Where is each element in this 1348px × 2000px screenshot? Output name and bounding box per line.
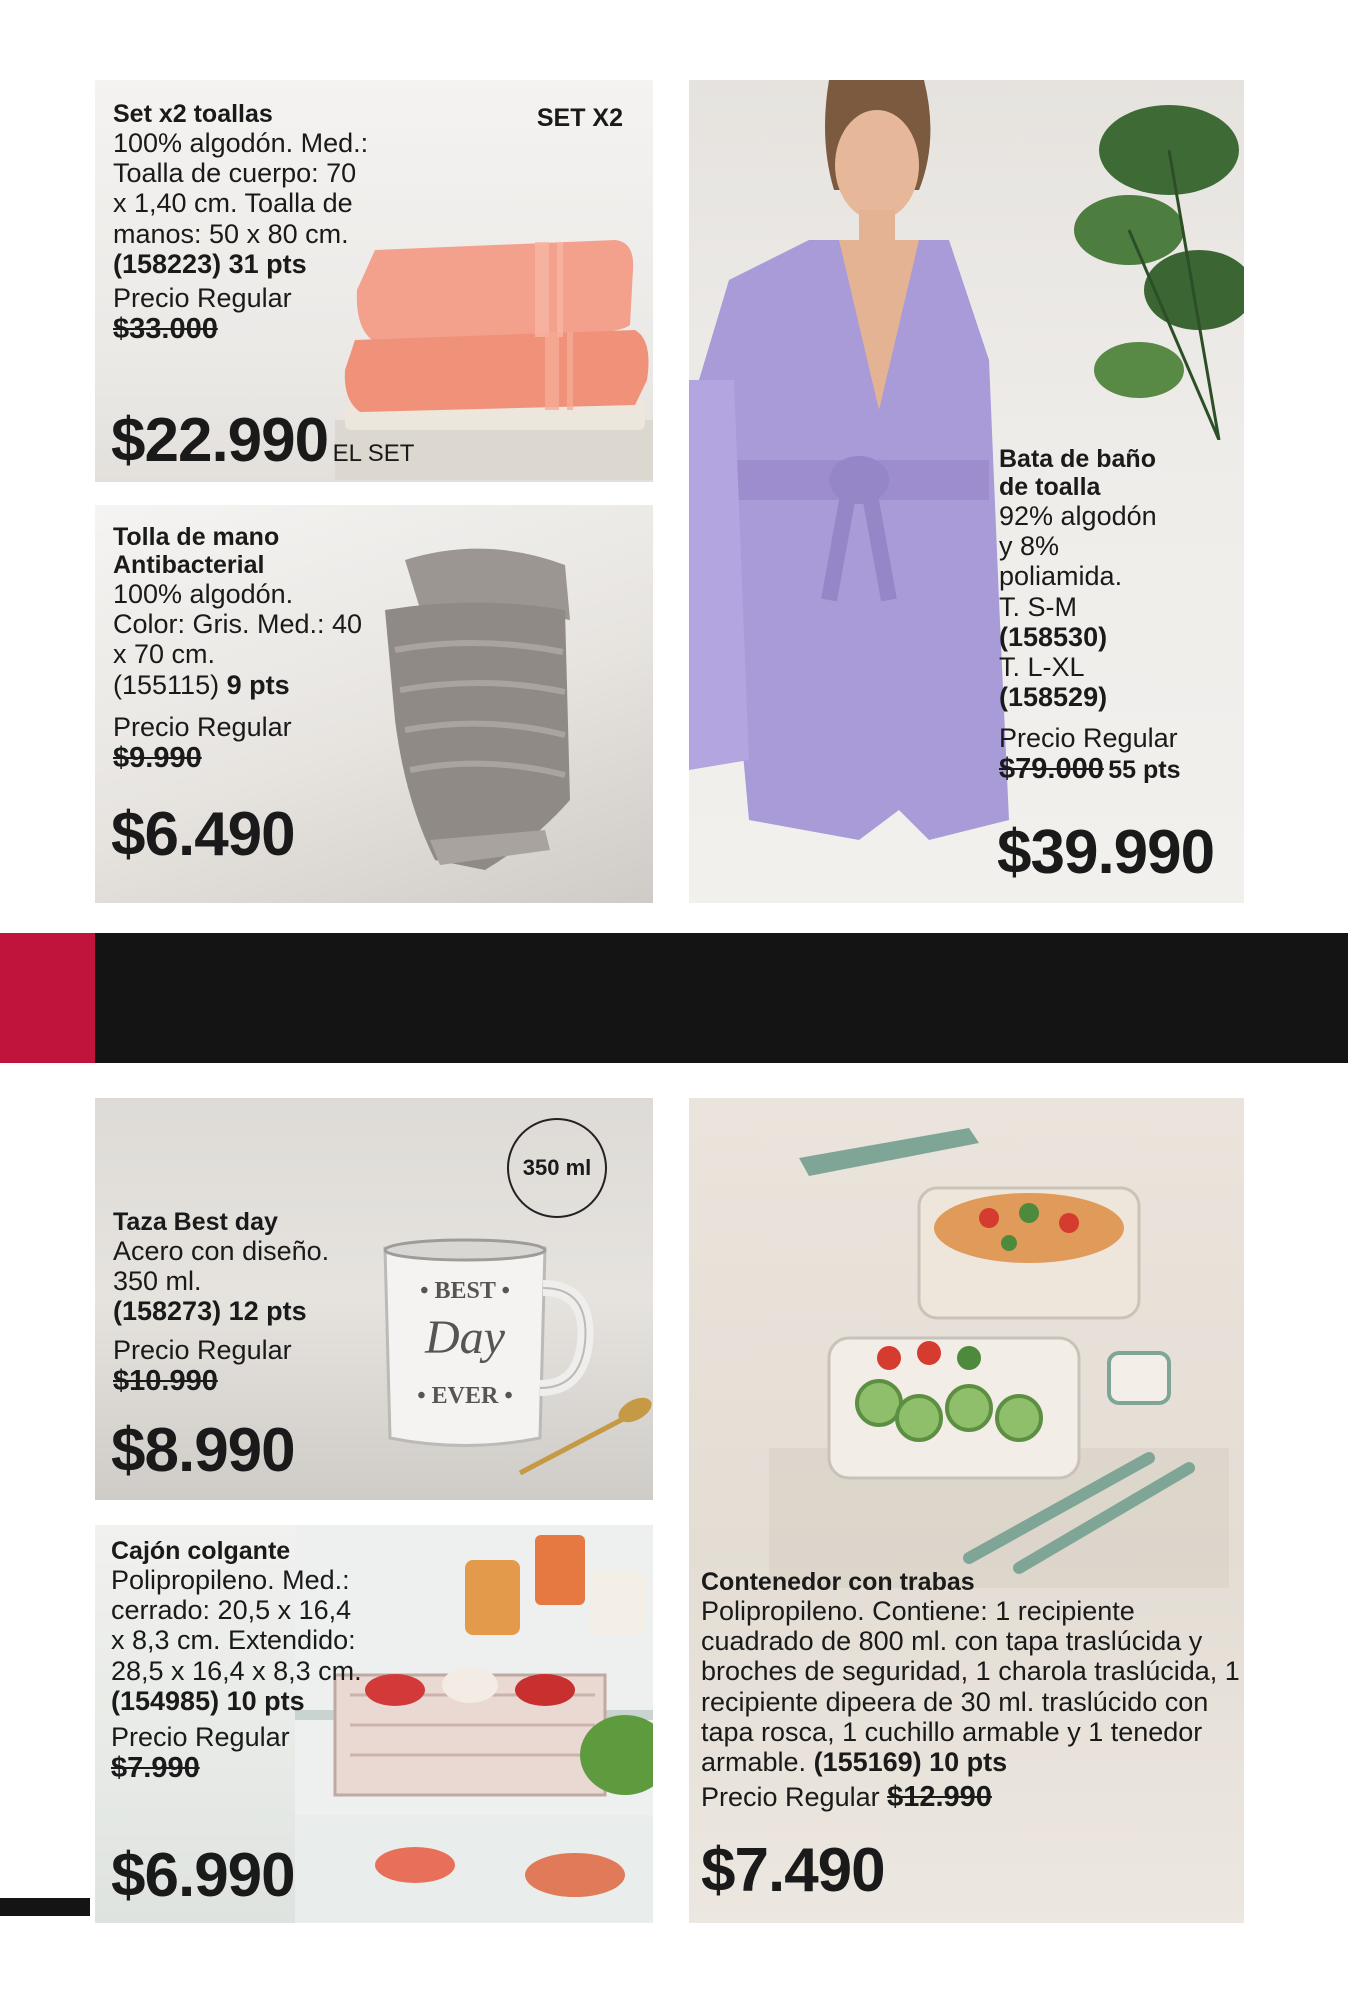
container-old-price: $12.990 — [887, 1781, 992, 1814]
bathrobe-desc-2: y 8% — [999, 531, 1060, 562]
towels-card[interactable] — [95, 80, 653, 482]
container-card[interactable] — [689, 1098, 1244, 1923]
drawer-desc: Polipropileno. Med.: cerrado: 20,5 x 16,4 x 8,3 cm. Extendido: 28,5 x 16,4 x 8,3 cm. — [111, 1565, 362, 1686]
mug-code-pts: (158273) 12 pts — [113, 1296, 307, 1327]
mug-title: Taza Best day — [113, 1208, 278, 1236]
plant-illustration — [1019, 80, 1244, 440]
mug-desc: Acero con diseño. 350 ml. — [113, 1236, 330, 1297]
bathrobe-regular-label: Precio Regular — [999, 722, 1178, 753]
mug-capacity-badge — [507, 1118, 607, 1218]
towels-code-pts: (158223) 31 pts — [113, 248, 307, 279]
bathrobe-price: $39.990 — [997, 818, 1215, 887]
drawer-title: Cajón colgante — [111, 1537, 291, 1565]
spoon-illustration — [515, 1388, 653, 1478]
bathrobe-desc-1: 92% algodón — [999, 501, 1157, 531]
mug-text-day: Day — [425, 1311, 505, 1364]
towels-badge: SET X2 — [536, 104, 623, 132]
bathrobe-old-price: $79.000 — [999, 752, 1104, 785]
drawer-code-pts: (154985) 10 pts — [111, 1685, 305, 1716]
bathrobe-code-1: (158530) — [999, 621, 1108, 652]
mug-price: $8.990 — [111, 1416, 295, 1485]
drawer-card[interactable] — [95, 1525, 653, 1923]
mug-regular-label: Precio Regular — [113, 1334, 292, 1365]
hand-towel-old-price: $9.990 — [113, 742, 202, 775]
container-illustration — [769, 1118, 1229, 1588]
bathrobe-card[interactable] — [689, 80, 1244, 903]
towels-regular-label: Precio Regular — [113, 283, 292, 314]
section-banner-accent — [0, 933, 95, 1063]
mug-text-ever: • EVER • — [417, 1383, 513, 1409]
section-banner — [0, 933, 1348, 1063]
hand-towel-price: $6.490 — [111, 800, 295, 869]
mug-badge-text: 350 ml — [522, 1155, 592, 1180]
drawer-old-price: $7.990 — [111, 1752, 200, 1785]
towels-desc: 100% algodón. Med.: Toalla de cuerpo: 70 x 1,40 cm. Toalla de manos: 50 x 80 cm. — [113, 128, 369, 249]
bathrobe-illustration — [689, 80, 1009, 903]
container-title: Contenedor con trabas — [701, 1568, 975, 1596]
hand-towel-title-2: Antibacterial — [113, 551, 265, 579]
page-corner-bar — [0, 1898, 90, 1916]
container-desc: Polipropileno. Contiene: 1 recipiente cuadrado de 800 ml. con tapa traslúcida y broches de seguridad, 1 charola traslúcida, 1 recipiente dipeera de 30 ml. traslúcido con tapa rosca, 1 cuchillo armable y 1 tenedor armable. — [701, 1596, 1240, 1778]
mug-card[interactable] — [95, 1098, 653, 1500]
towels-unit: EL SET — [332, 440, 415, 467]
bathrobe-title-1: Bata de baño — [999, 445, 1156, 473]
hand-towel-pts: 9 pts — [226, 669, 290, 700]
hand-towel-desc: 100% algodón. Color: Gris. Med.: 40 x 70 cm. — [113, 579, 363, 670]
hand-towel-title-1: Tolla de mano — [113, 523, 280, 551]
bathrobe-title-2: de toalla — [999, 473, 1101, 501]
towels-price: $22.990 — [111, 406, 329, 475]
hand-towel-card[interactable] — [95, 505, 653, 903]
towels-title: Set x2 toallas — [113, 100, 273, 128]
container-price: $7.490 — [701, 1836, 885, 1905]
bathrobe-size-2: T. L-XL — [999, 652, 1085, 683]
drawer-price: $6.990 — [111, 1841, 295, 1910]
container-regular-label: Precio Regular — [701, 1782, 880, 1813]
drawer-regular-label: Precio Regular — [111, 1722, 290, 1753]
hand-towel-illustration — [365, 540, 595, 870]
hand-towel-code: (155115) — [113, 669, 220, 700]
bathrobe-desc-3: poliamida. — [999, 561, 1123, 592]
container-code-pts: (155169) 10 pts — [813, 1747, 1008, 1778]
bathrobe-size-1: T. S-M — [999, 591, 1077, 622]
mug-text-best: • BEST • — [420, 1278, 510, 1304]
hand-towel-regular-label: Precio Regular — [113, 711, 292, 742]
bathrobe-code-2: (158529) — [999, 682, 1108, 713]
bathrobe-pts: 55 pts — [1108, 755, 1181, 784]
mug-old-price: $10.990 — [113, 1364, 218, 1397]
towels-old-price: $33.000 — [113, 313, 218, 346]
